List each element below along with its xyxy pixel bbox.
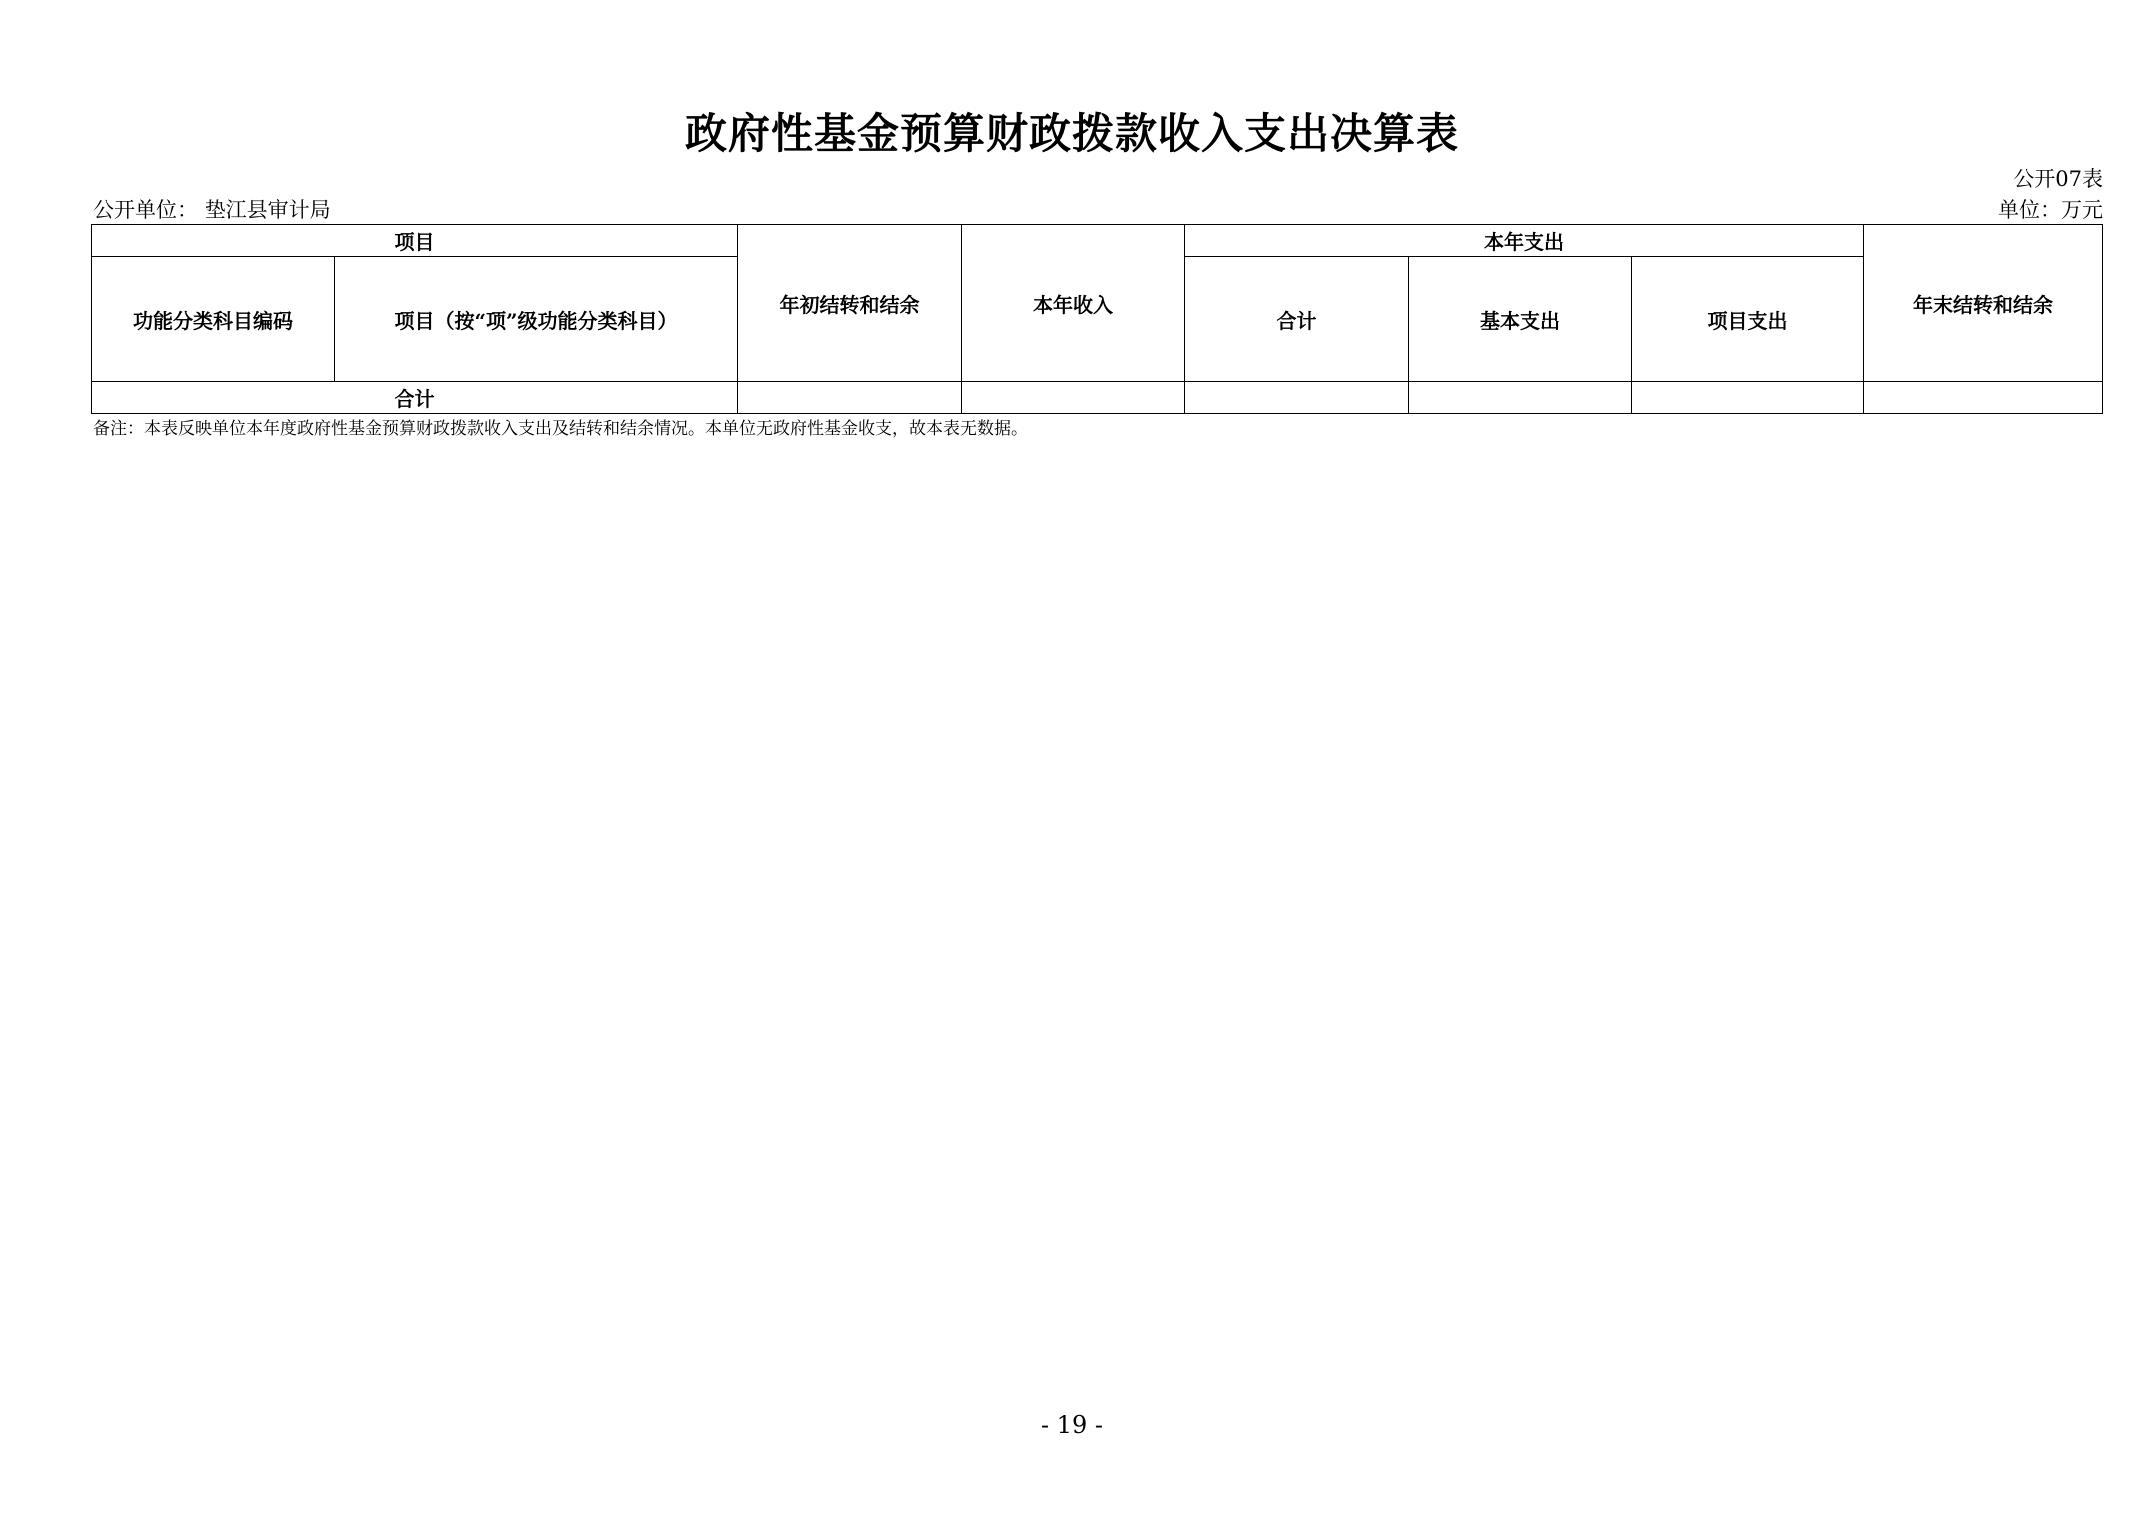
header-item-group: 项目 — [92, 225, 738, 257]
header-row-1 — [92, 225, 2103, 257]
unit-line — [93, 197, 2103, 223]
reporting-unit — [93, 197, 331, 223]
total-row-label: 合计 — [92, 382, 738, 414]
budget-table — [91, 224, 2103, 414]
header-begin-balance: 年初结转和结余 — [738, 225, 962, 382]
reporting-unit-name: 垫江县审计局 — [204, 198, 331, 222]
table-note: 备注：本表反映单位本年度政府性基金预算财政拨款收入支出及结转和结余情况。本单位无政府性基金收支，故本表无数据。 — [93, 419, 1028, 439]
table-id: 公开07表 — [2013, 167, 2103, 191]
header-exp-total: 合计 — [1185, 257, 1409, 382]
total-exp-total — [1185, 382, 1409, 414]
currency-unit: 单位：万元 — [1998, 198, 2103, 222]
total-row — [92, 382, 2103, 414]
header-end-balance: 年末结转和结余 — [1864, 225, 2103, 382]
header-exp-basic: 基本支出 — [1409, 257, 1632, 382]
header-item-name: 项目（按“项”级功能分类科目） — [335, 257, 738, 382]
header-income: 本年收入 — [962, 225, 1185, 382]
total-exp-project — [1632, 382, 1864, 414]
header-expense-group: 本年支出 — [1185, 225, 1864, 257]
page-title: 政府性基金预算财政拨款收入支出决算表 — [684, 109, 1459, 158]
reporting-unit-label: 公开单位： — [93, 198, 198, 222]
total-end-balance — [1864, 382, 2103, 414]
header-func-code: 功能分类科目编码 — [92, 257, 335, 382]
header-exp-project: 项目支出 — [1632, 257, 1864, 382]
total-income — [962, 382, 1185, 414]
total-exp-basic — [1409, 382, 1632, 414]
page-number: - 19 - — [1040, 1411, 1103, 1439]
total-begin-balance — [738, 382, 962, 414]
